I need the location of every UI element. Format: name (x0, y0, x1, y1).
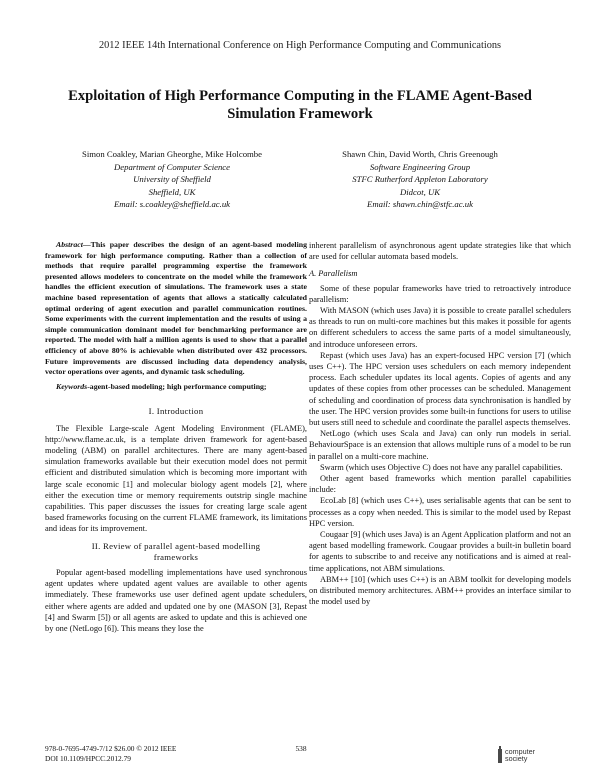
paragraph-continued: inherent parallelism of asynchronous agent update strategies like that which are used for cellular automata based models. (309, 241, 571, 262)
author-department: Department of Computer Science (113, 161, 231, 172)
subsection-heading-parallelism: A. Parallelism (309, 269, 358, 279)
review-paragraph: Popular agent-based modelling implementations have used synchronous agent updates where updated agent values are available to other agents immediately. These frameworks use user defined agent update schedulers, either where agents are added and updated one by one (MASON [3], Repast [4] and Swarm [5]) or all agents are asked to update and this is achieved one by one (NetLogo [6]). This means they lose the (45, 567, 307, 633)
logo-line-2: society (505, 754, 528, 764)
author-block-right (300, 148, 540, 211)
author-names: Shawn Chin, David Worth, Chris Greenough (342, 149, 498, 159)
section-heading-review: II. Review of parallel agent-based modelling (91, 540, 261, 551)
paragraph-abm: ABM++ [10] (which uses C++) is an ABM toolkit for developing models on distributed memory architectures. ABM++ provides an interface similar to the model used by (309, 574, 571, 607)
logo-text (505, 748, 535, 763)
abstract (45, 240, 307, 378)
keywords-text: -agent-based modeling; high performance computing; (87, 381, 267, 391)
right-column (309, 240, 571, 608)
conference-header: 2012 IEEE 14th International Conference on High Performance Computing and Communications (98, 40, 502, 51)
author-email[interactable]: Email: s.coakley@sheffield.ac.uk (113, 199, 231, 209)
title-line-2: Simulation Framework (227, 106, 373, 122)
paragraph-repast: Repast (which uses Java) has an expert-focused HPC version [7] (which uses C++). The HPC version uses schedulers on each memory independent process. Each scheduler updates its local agents. Copies of agents and any updates of these copies from other processes can be scheduled. Management of scheduling and coordination of process data synchronisation is handled by the user. The HPC version provides some built-in functions for users to utilise but users still need to schedule and coordinate the parallel aspects themselves. (309, 350, 571, 428)
paragraph-other-frameworks: Other agent based frameworks which mention parallel capabilities include: (309, 474, 571, 495)
author-block-left (52, 148, 292, 211)
paragraph-ecolab: EcoLab [8] (which uses C++), uses serialisable agents that can be sent to processes as a copy when needed. This is similar to the model used by Repast HPC version. (309, 496, 571, 528)
paragraph-some-frameworks: Some of these popular frameworks have tried to retroactively introduce parallelism: (309, 283, 571, 304)
author-organization: University of Sheffield (133, 174, 211, 184)
computer-society-logo (497, 746, 555, 766)
paragraph-netlogo: NetLogo (which uses Scala and Java) can only run models in serial. BehaviourSpace is an extension that allows multiple runs of a model to be run in parallel on a multi-core machine. (309, 429, 571, 461)
left-column (45, 240, 307, 634)
section-heading-introduction: I. Introduction (148, 406, 204, 417)
author-organization: STFC Rutherford Appleton Laboratory (352, 174, 488, 184)
logo-line-1: computer (505, 747, 535, 756)
abstract-text: —This paper describes the design of an agent-based modeling framework for high performance computing. Rather than a collection of methods that require parallel programming expertise the framework presented allows modelers to concentrate on the model while the framework handles the efficient execution of simulations. The framework uses a state machine based representation of agents that allows a statically calculated optimal ordering of agent execution and parallel communication routines. Some experiments with the current implementation and the results of using a simple communication dominant model for benchmarking performance are reported. The model with half a million agents is used to show that a parallel efficiency of above 80% is achievable when distributed over 432 processors. Future improvements are discussed including data dependency analysis, vector operations over agents, and dynamic task scheduling. (45, 240, 307, 377)
paragraph-mason: With MASON (which uses Java) it is possible to create parallel schedulers as threads to run on multi-core machines but this makes it possible for agents on different schedulers to access the same parts of a model simultaneously, and introduce unforeseen errors. (309, 306, 571, 349)
footer-isbn: 978-0-7695-4749-7/12 $26.00 © 2012 IEEE (45, 744, 177, 753)
keywords-lead: Keywords (56, 381, 88, 391)
footer-doi: DOI 10.1109/HPCC.2012.79 (45, 754, 131, 763)
paragraph-swarm: Swarm (which uses Objective C) does not have any parallel capabilities. (320, 462, 563, 472)
footer-identifiers (45, 744, 176, 764)
intro-paragraph: The Flexible Large-scale Agent Modeling Environment (FLAME), http://www.flame.ac.uk, is a template driven framework for agent-based modeling (ABM) on parallel architectures. There are many agent-based simulation frameworks available but their execution model does not permit efficient and distributed simulation which is becoming more important with large scale economic [1] and molecular biology agent models [2], where either the execution time or memory requirements outstrip single machine capabilities. This paper discusses the issues for creating large scale agent based frameworks focusing on the current FLAME framework, its limitations and ideas for its improvement. (45, 423, 307, 534)
author-names: Simon Coakley, Marian Gheorghe, Mike Holcombe (82, 149, 262, 159)
keywords (45, 382, 307, 393)
author-department: Software Engineering Group (369, 161, 471, 172)
abstract-lead: Abstract (56, 240, 83, 249)
author-city: Didcot, UK (399, 186, 441, 197)
section-heading-review-line2: frameworks (153, 551, 199, 562)
title-line-1: Exploitation of High Performance Computing in the FLAME Agent-Based (68, 88, 532, 104)
paper-title (60, 87, 540, 123)
paragraph-cougaar: Cougaar [9] (which uses Java) is an Agent Application platform and not an agent based modelling framework. Cougaar provides a built-in bulletin board for agents to subscribe to and receive any notifications and is aimed at real-time applications, not ABM simulations. (309, 530, 571, 573)
author-city: Sheffield, UK (148, 186, 196, 197)
author-email[interactable]: Email: shawn.chin@stfc.ac.uk (367, 199, 473, 209)
page-number: 538 (295, 744, 307, 753)
